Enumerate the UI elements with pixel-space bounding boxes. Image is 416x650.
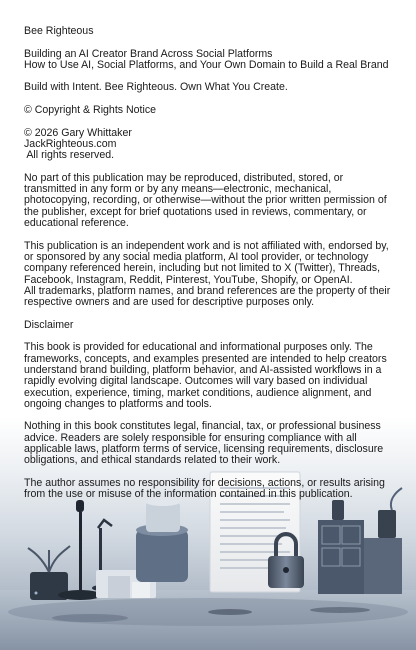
copyright-heading: © Copyright & Rights Notice xyxy=(24,104,157,117)
rights-reserved: All rights reserved. xyxy=(24,149,115,162)
floor-reflection xyxy=(52,614,128,622)
document-body xyxy=(24,26,396,512)
independence-paragraph: This publication is an independent work and is not affiliated with, endorsed by, or sponsored by any social media platform, AI tool provider, or technology company referenced herein, including but not limited to X (Twitter), Threads, Facebook, Instagram, Reddit, Pinterest, YouTube, Shopify, or OpenAI. xyxy=(24,239,389,286)
educational-paragraph: This book is provided for educational and informational purposes only. The frameworks, concepts, and examples presented are intended to help creators understand brand building, platform behavior, and AI-assisted workflows in a rapidly evolving digital landscape. Outcomes will vary based on individual execution, experience, timing, market conditions, audience alignment, and ongoing changes to platforms and tools. xyxy=(24,341,387,410)
book-titles xyxy=(24,49,396,72)
trademark-paragraph: All trademarks, platform names, and brand references are the property of their respective owners and are used for descriptive purposes only. xyxy=(24,284,391,309)
liability-paragraph: The author assumes no responsibility for decisions, actions, or results arising from the use or misuse of the information contained in this publication. xyxy=(24,476,385,501)
tagline: Build with Intent. Bee Righteous. Own What You Create. xyxy=(24,81,288,94)
floor-reflection xyxy=(310,607,370,613)
floor-reflection xyxy=(208,609,252,615)
advice-paragraph: Nothing in this book constitutes legal, financial, tax, or professional business advice. Readers are solely responsible for ensuring compliance with all applicable laws, platform terms of service, licensing requirements, disclosure obligations, and ethical standards related to their work. xyxy=(24,420,384,467)
book-subtitle: How to Use AI, Social Platforms, and Your Own Domain to Build a Real Brand xyxy=(24,58,389,71)
reproduction-paragraph: No part of this publication may be reproduced, distributed, stored, or transmitted in any form or by any means—electronic, mechanical, photocopying, recording, or otherwise—without the prior written permission of the publisher, except for brief quotations used in reviews, commentary, or educational reference. xyxy=(24,171,387,230)
website-text: JackRighteous.com xyxy=(24,137,117,150)
copyright-block xyxy=(24,128,396,162)
copyright-line: © 2026 Gary Whittaker xyxy=(24,126,132,139)
book-title: Building an AI Creator Brand Across Social Platforms xyxy=(24,47,273,60)
brand-name: Bee Righteous xyxy=(24,25,94,37)
independence-block xyxy=(24,241,396,309)
disclaimer-heading: Disclaimer xyxy=(24,318,74,331)
